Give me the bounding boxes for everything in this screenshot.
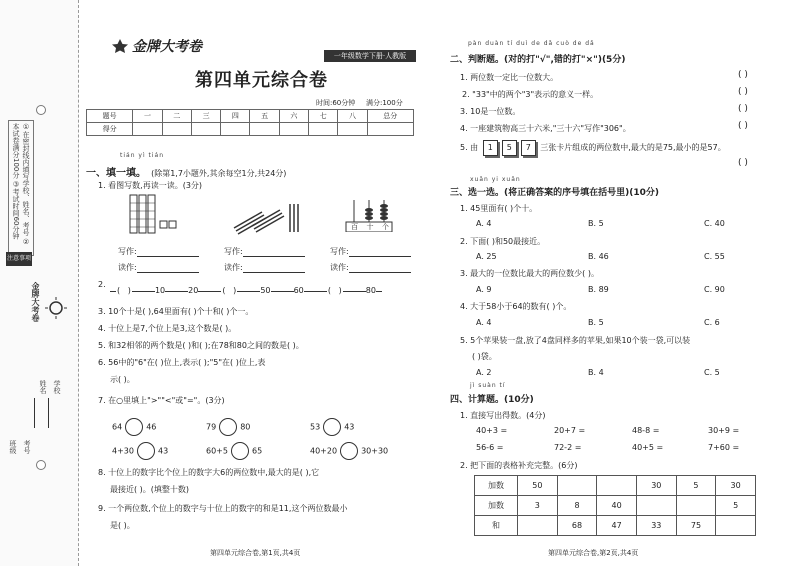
section4-pinyin: jì suàn tí xyxy=(470,382,506,389)
read-blank[interactable] xyxy=(137,263,199,273)
score-cell[interactable] xyxy=(191,123,220,136)
table-cell[interactable] xyxy=(676,496,716,516)
score-head-cell: 五 xyxy=(250,110,279,123)
choice-question: 4. 大于58小于64的数有( )个。 xyxy=(460,302,572,311)
calc-item[interactable]: 20+7 = xyxy=(554,426,586,435)
score-cell[interactable] xyxy=(221,123,250,136)
choice-option[interactable]: A. 25 xyxy=(476,252,497,261)
table-cell[interactable] xyxy=(716,516,756,536)
table-cell: 50 xyxy=(518,476,558,496)
page-footer-1: 第四单元综合卷,第1页,共4页 xyxy=(210,549,301,557)
sticks-bundles-icon xyxy=(232,198,302,238)
table-cell: 8 xyxy=(557,496,597,516)
score-head-cell: 八 xyxy=(338,110,367,123)
table-cell: 30 xyxy=(636,476,676,496)
table-cell: 5 xyxy=(676,476,716,496)
q7-text: 7. 在○里填上">""<"或"="。(3分) xyxy=(98,396,225,405)
table-cell-label: 加数 xyxy=(475,476,518,496)
choice-q5-b: ( )袋。 xyxy=(472,352,497,361)
q4-text: 4. 十位上是7,个位上是3,这个数是( )。 xyxy=(98,324,237,333)
brand-logo: 金牌大考卷 xyxy=(132,39,202,55)
nl-blank[interactable]: ( ) xyxy=(222,286,237,295)
compare-item: 64 46 xyxy=(112,418,156,436)
choice-option[interactable]: A. 4 xyxy=(476,219,492,228)
number-line-ticks xyxy=(116,286,376,295)
nl-blank[interactable]: ( ) xyxy=(327,286,342,295)
nl-tick: 10 xyxy=(154,286,166,295)
judge-5-tail: 三张卡片组成的两位数中,最大的是75,最小的是57。 xyxy=(540,143,726,152)
page-footer-2: 第四单元综合卷,第2页,共4页 xyxy=(548,549,639,557)
judge-answer[interactable]: ( ) xyxy=(738,87,748,97)
q8-text-b: 最接近( )。(填整十数) xyxy=(110,485,190,494)
choice-option[interactable]: C. 90 xyxy=(704,285,725,294)
table-cell: 40 xyxy=(597,496,637,516)
binding-strip xyxy=(0,0,79,566)
sidebar-ad-text: 金牌大考卷 xyxy=(31,282,40,322)
table-row xyxy=(475,516,756,536)
compare-item: 60+5 65 xyxy=(206,442,262,460)
read-row-3 xyxy=(330,262,411,273)
choice-option[interactable]: B. 5 xyxy=(588,318,604,327)
table-cell[interactable] xyxy=(636,496,676,516)
score-table-row xyxy=(87,123,414,136)
q5-text: 5. 和32相邻的两个数是( )和( );在78和80之间的数是( )。 xyxy=(98,341,304,350)
score-cell[interactable] xyxy=(309,123,338,136)
compare-circle[interactable] xyxy=(231,442,249,460)
judge-item: 3. 10是一位数。 xyxy=(460,107,521,116)
score-head-cell: 一 xyxy=(133,110,162,123)
nl-tick: 20 xyxy=(188,286,199,295)
time-limit: 时间:60分钟 xyxy=(316,99,356,107)
judge-item: 2. "33"中的两个"3"表示的意义一样。 xyxy=(462,90,599,99)
star-logo-icon xyxy=(110,38,130,54)
choice-option[interactable]: C. 55 xyxy=(704,252,725,261)
page-title: 第四单元综合卷 xyxy=(195,70,328,91)
table-cell[interactable] xyxy=(518,516,558,536)
write-row-2 xyxy=(224,246,305,257)
choice-option[interactable]: C. 5 xyxy=(704,368,720,377)
calc-item[interactable]: 48-8 = xyxy=(632,426,660,435)
compare-circle[interactable] xyxy=(219,418,237,436)
judge-answer[interactable]: ( ) xyxy=(738,104,748,114)
table-cell[interactable] xyxy=(597,476,637,496)
abacus-label-ones: 个 xyxy=(381,223,389,231)
addition-table xyxy=(474,475,756,536)
instructions-box: ①在密封线内填写学校、姓名、考号 ②本试卷满分100分 ③考试时间60分钟 xyxy=(8,120,34,256)
table-cell: 75 xyxy=(676,516,716,536)
field-school-line[interactable] xyxy=(48,398,49,428)
score-head-cell: 题号 xyxy=(87,110,133,123)
score-row-label: 得分 xyxy=(87,123,133,136)
write-label: 写作: xyxy=(118,247,137,256)
calc-item[interactable]: 7+60 = xyxy=(708,443,740,452)
section2-title: 二、判断题。(对的打"√",错的打"×")(5分) xyxy=(450,55,626,65)
abacus-label-hundreds: 百 xyxy=(351,223,359,231)
student-info-fields xyxy=(8,380,70,480)
table-cell-label: 加数 xyxy=(475,496,518,516)
nl-tick: 80 xyxy=(365,286,376,295)
score-table-head xyxy=(87,110,414,123)
choice-q5-a: 5. 5个苹果装一盘,放了4盘同样多的苹果,如果10个装一袋,可以装 xyxy=(460,336,691,345)
compare-item: 53 43 xyxy=(310,418,354,436)
table-cell: 3 xyxy=(518,496,558,516)
calc-item[interactable]: 56-6 = xyxy=(476,443,504,452)
section1-title: 一、填一填。 xyxy=(86,168,146,179)
section1-header xyxy=(86,161,286,180)
series-tag: 一年级数学下册·人教版 xyxy=(324,50,416,62)
field-school: 学校 xyxy=(53,380,61,394)
score-head-cell: 四 xyxy=(221,110,250,123)
judge-answer[interactable]: ( ) xyxy=(738,158,748,168)
choice-option[interactable]: B. 5 xyxy=(588,219,604,228)
write-row-1 xyxy=(118,246,199,257)
choice-option[interactable]: A. 2 xyxy=(476,368,492,377)
compare-item: 40+20 30+30 xyxy=(310,442,388,460)
compare-circle[interactable] xyxy=(340,442,358,460)
digit-card: 5 xyxy=(502,140,517,156)
score-head-cell: 六 xyxy=(279,110,308,123)
calc-item[interactable]: 72-2 = xyxy=(554,443,582,452)
q6-text-a: 6. 56中的"6"在( )位上,表示( );"5"在( )位上,表 xyxy=(98,358,266,367)
section4-title: 四、计算题。(10分) xyxy=(450,395,534,405)
write-blank[interactable] xyxy=(137,247,199,257)
field-id: 考号 xyxy=(23,440,31,454)
write-row-3 xyxy=(330,246,411,257)
read-row-2 xyxy=(224,262,305,273)
section3-pinyin: xuǎn yi xuǎn xyxy=(470,176,521,183)
choice-option[interactable]: B. 46 xyxy=(588,252,609,261)
q8-text-a: 8. 十位上的数字比个位上的数字大6的两位数中,最大的是( ),它 xyxy=(98,468,320,477)
choice-option[interactable]: A. 9 xyxy=(476,285,492,294)
choice-option[interactable]: B. 4 xyxy=(588,368,604,377)
score-head-cell: 七 xyxy=(309,110,338,123)
choice-option[interactable]: C. 40 xyxy=(704,219,725,228)
q9-text-b: 是( )。 xyxy=(110,521,135,530)
score-head-cell: 总分 xyxy=(367,110,413,123)
table-cell: 68 xyxy=(557,516,597,536)
choice-question: 1. 45里面有( )个十。 xyxy=(460,204,538,213)
table-cell: 30 xyxy=(716,476,756,496)
read-label: 读作: xyxy=(224,263,243,272)
read-label: 读作: xyxy=(330,263,349,272)
sun-mascot-icon xyxy=(44,296,68,320)
tens-rods-icon xyxy=(126,193,186,235)
q6-text-b: 示( )。 xyxy=(110,375,135,384)
score-cell[interactable] xyxy=(367,123,413,136)
write-label: 写作: xyxy=(224,247,243,256)
choice-option[interactable]: B. 89 xyxy=(588,285,609,294)
instructions-tag: 注意事项 xyxy=(6,252,32,266)
q1-text: 1. 看图写数,再读一读。(3分) xyxy=(98,181,203,190)
table-cell: 47 xyxy=(597,516,637,536)
field-name: 姓名 xyxy=(39,380,47,394)
section1-pinyin: tián yì tián xyxy=(120,152,165,159)
digit-card: 7 xyxy=(521,140,536,156)
write-label: 写作: xyxy=(330,247,349,256)
write-blank[interactable] xyxy=(243,247,305,257)
calc-q1: 1. 直接写出得数。(4分) xyxy=(460,411,546,420)
read-row-1 xyxy=(118,262,199,273)
field-class: 班级 xyxy=(9,440,17,454)
score-cell[interactable] xyxy=(162,123,191,136)
nl-tick: 50 xyxy=(260,286,271,295)
score-head-cell: 二 xyxy=(162,110,191,123)
read-blank[interactable] xyxy=(243,263,305,273)
nl-tick: 60 xyxy=(293,286,304,295)
digit-card: 1 xyxy=(483,140,498,156)
calc-item[interactable]: 30+9 = xyxy=(708,426,740,435)
binding-hole xyxy=(36,105,46,115)
read-blank[interactable] xyxy=(349,263,411,273)
calc-item[interactable]: 40+3 = xyxy=(476,426,508,435)
table-cell[interactable] xyxy=(557,476,597,496)
read-label: 读作: xyxy=(118,263,137,272)
judge-item-5 xyxy=(460,140,726,156)
score-head-cell: 三 xyxy=(191,110,220,123)
judge-answer[interactable]: ( ) xyxy=(738,70,748,80)
compare-item: 4+30 43 xyxy=(112,442,168,460)
choice-option[interactable]: A. 4 xyxy=(476,318,492,327)
score-cell[interactable] xyxy=(279,123,308,136)
score-cell[interactable] xyxy=(250,123,279,136)
section2-pinyin: pàn duàn tí duì de dǎ cuò de dǎ xyxy=(468,40,595,47)
q3-text: 3. 10个十是( ),64里面有( )个十和( )个一。 xyxy=(98,307,254,316)
judge-item: 1. 两位数一定比一位数大。 xyxy=(460,73,559,82)
score-cell[interactable] xyxy=(133,123,162,136)
choice-question: 3. 最大的一位数比最大的两位数少( )。 xyxy=(460,269,599,278)
compare-circle[interactable] xyxy=(323,418,341,436)
judge-answer[interactable]: ( ) xyxy=(738,121,748,131)
judge-5-head: 5. 由 xyxy=(460,143,479,152)
table-cell-label: 和 xyxy=(475,516,518,536)
field-name-line[interactable] xyxy=(34,398,35,428)
section1-note: (除第1,7小题外,其余每空1分,共24分) xyxy=(151,169,287,178)
write-blank[interactable] xyxy=(349,247,411,257)
q9-text-a: 9. 一个两位数,个位上的数字与十位上的数字的和是11,这个两位数最小 xyxy=(98,504,348,513)
compare-circle[interactable] xyxy=(125,418,143,436)
compare-item: 79 80 xyxy=(206,418,250,436)
section3-title: 三、选一选。(将正确答案的序号填在括号里)(10分) xyxy=(450,188,659,198)
choice-option[interactable]: C. 6 xyxy=(704,318,720,327)
abacus-label-tens: 十 xyxy=(366,223,374,231)
choice-question: 2. 下面( )和50最接近。 xyxy=(460,237,546,246)
table-row xyxy=(475,476,756,496)
calc-item[interactable]: 40+5 = xyxy=(632,443,664,452)
nl-blank[interactable]: ( ) xyxy=(117,286,131,295)
calc-q2: 2. 把下面的表格补充完整。(6分) xyxy=(460,461,578,470)
table-cell: 33 xyxy=(636,516,676,536)
judge-item: 4. 一座建筑物高三十六米,"三十六"写作"306"。 xyxy=(460,124,631,133)
abacus-labels xyxy=(347,222,393,232)
score-table xyxy=(86,109,414,136)
score-cell[interactable] xyxy=(338,123,367,136)
sidebar-ad xyxy=(30,282,70,342)
compare-circle[interactable] xyxy=(137,442,155,460)
table-cell: 5 xyxy=(716,496,756,516)
full-score: 满分:100分 xyxy=(366,99,403,107)
table-row xyxy=(475,496,756,516)
q2-number: 2. xyxy=(98,280,106,289)
